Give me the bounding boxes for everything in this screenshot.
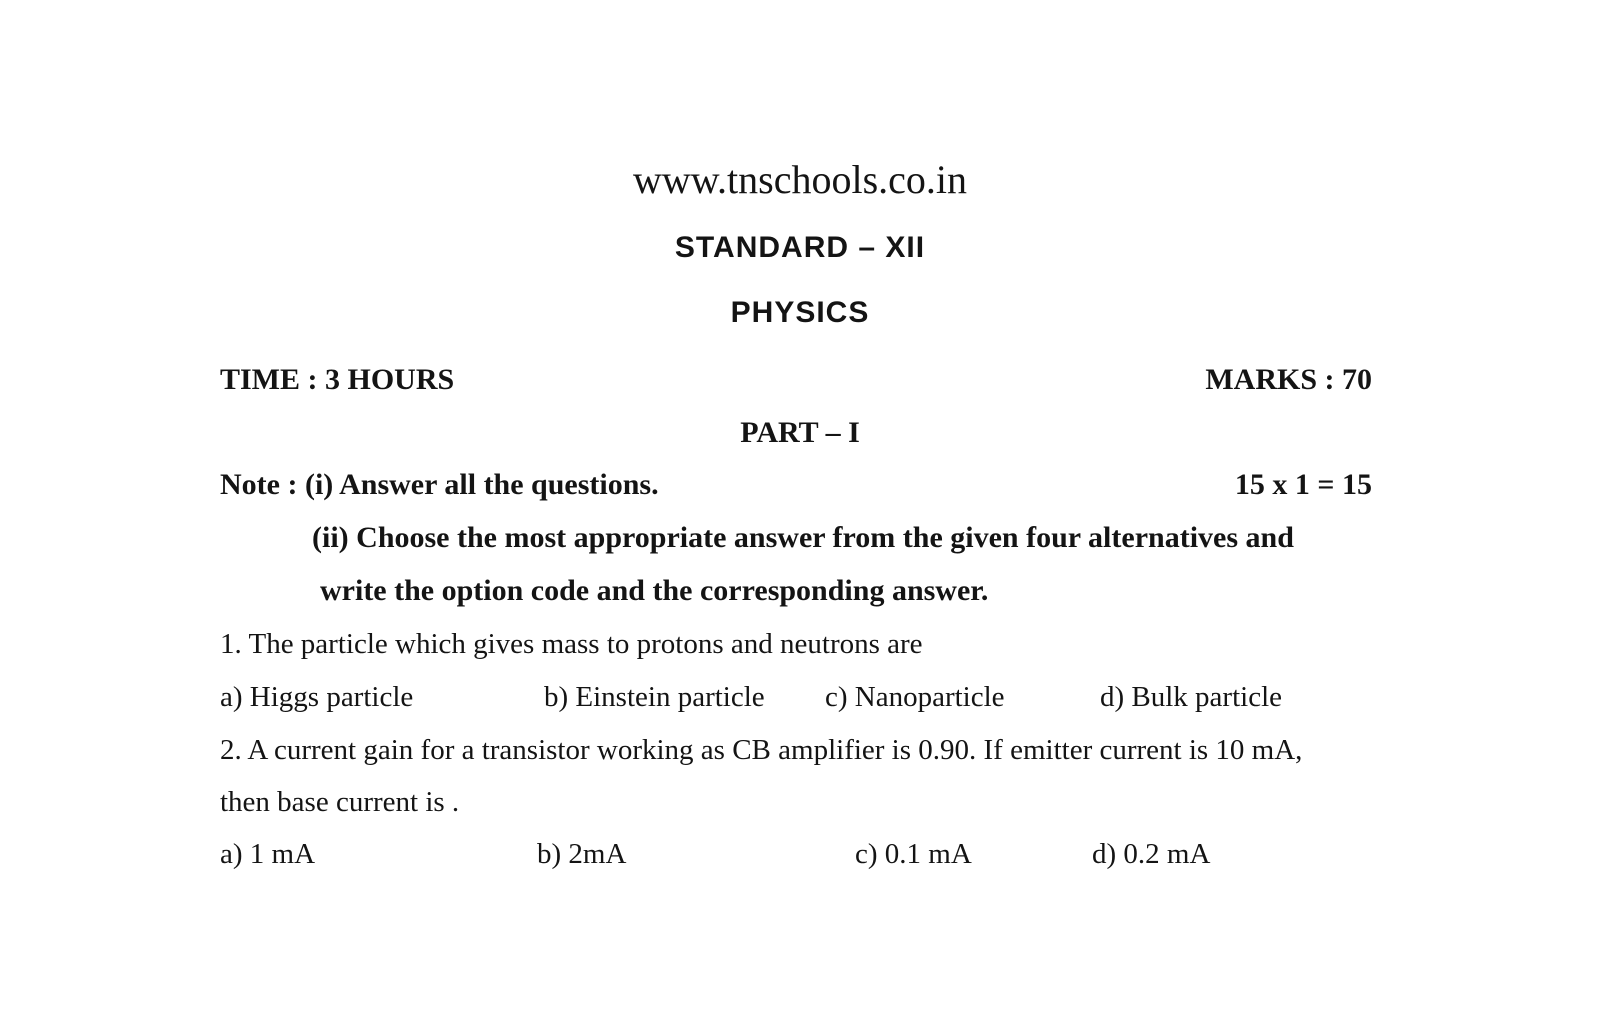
exam-time: TIME : 3 HOURS — [220, 363, 455, 396]
question-2-option-c: c) 0.1 mA — [855, 838, 972, 870]
question-1-option-d: d) Bulk particle — [1100, 681, 1283, 713]
note-line-3: write the option code and the corresponding answer. — [320, 574, 989, 607]
question-2-option-d: d) 0.2 mA — [1092, 838, 1211, 870]
question-1-option-b: b) Einstein particle — [544, 681, 765, 713]
part-heading: PART – I — [740, 416, 860, 449]
question-2-option-a: a) 1 mA — [220, 838, 316, 870]
note-line-1: Note : (i) Answer all the questions. — [220, 468, 659, 501]
note-line-2: (ii) Choose the most appropriate answer from the given four alternatives and — [312, 521, 1294, 554]
part-score: 15 x 1 = 15 — [1234, 468, 1372, 501]
question-2: 2. A current gain for a transistor working as CB amplifier is 0.90. If emitter current is 10 mA, — [220, 734, 1303, 766]
question-2-option-b: b) 2mA — [537, 838, 627, 870]
website-header: www.tnschools.co.in — [632, 157, 968, 202]
question-1: 1. The particle which gives mass to protons and neutrons are — [220, 628, 923, 660]
subject-title: PHYSICS — [730, 296, 870, 329]
question-2-continued: then base current is . — [220, 786, 460, 818]
question-1-option-a: a) Higgs particle — [220, 681, 414, 713]
exam-marks: MARKS : 70 — [1205, 363, 1372, 396]
standard-title: STANDARD – XII — [674, 231, 926, 264]
question-1-option-c: c) Nanoparticle — [825, 681, 1005, 713]
